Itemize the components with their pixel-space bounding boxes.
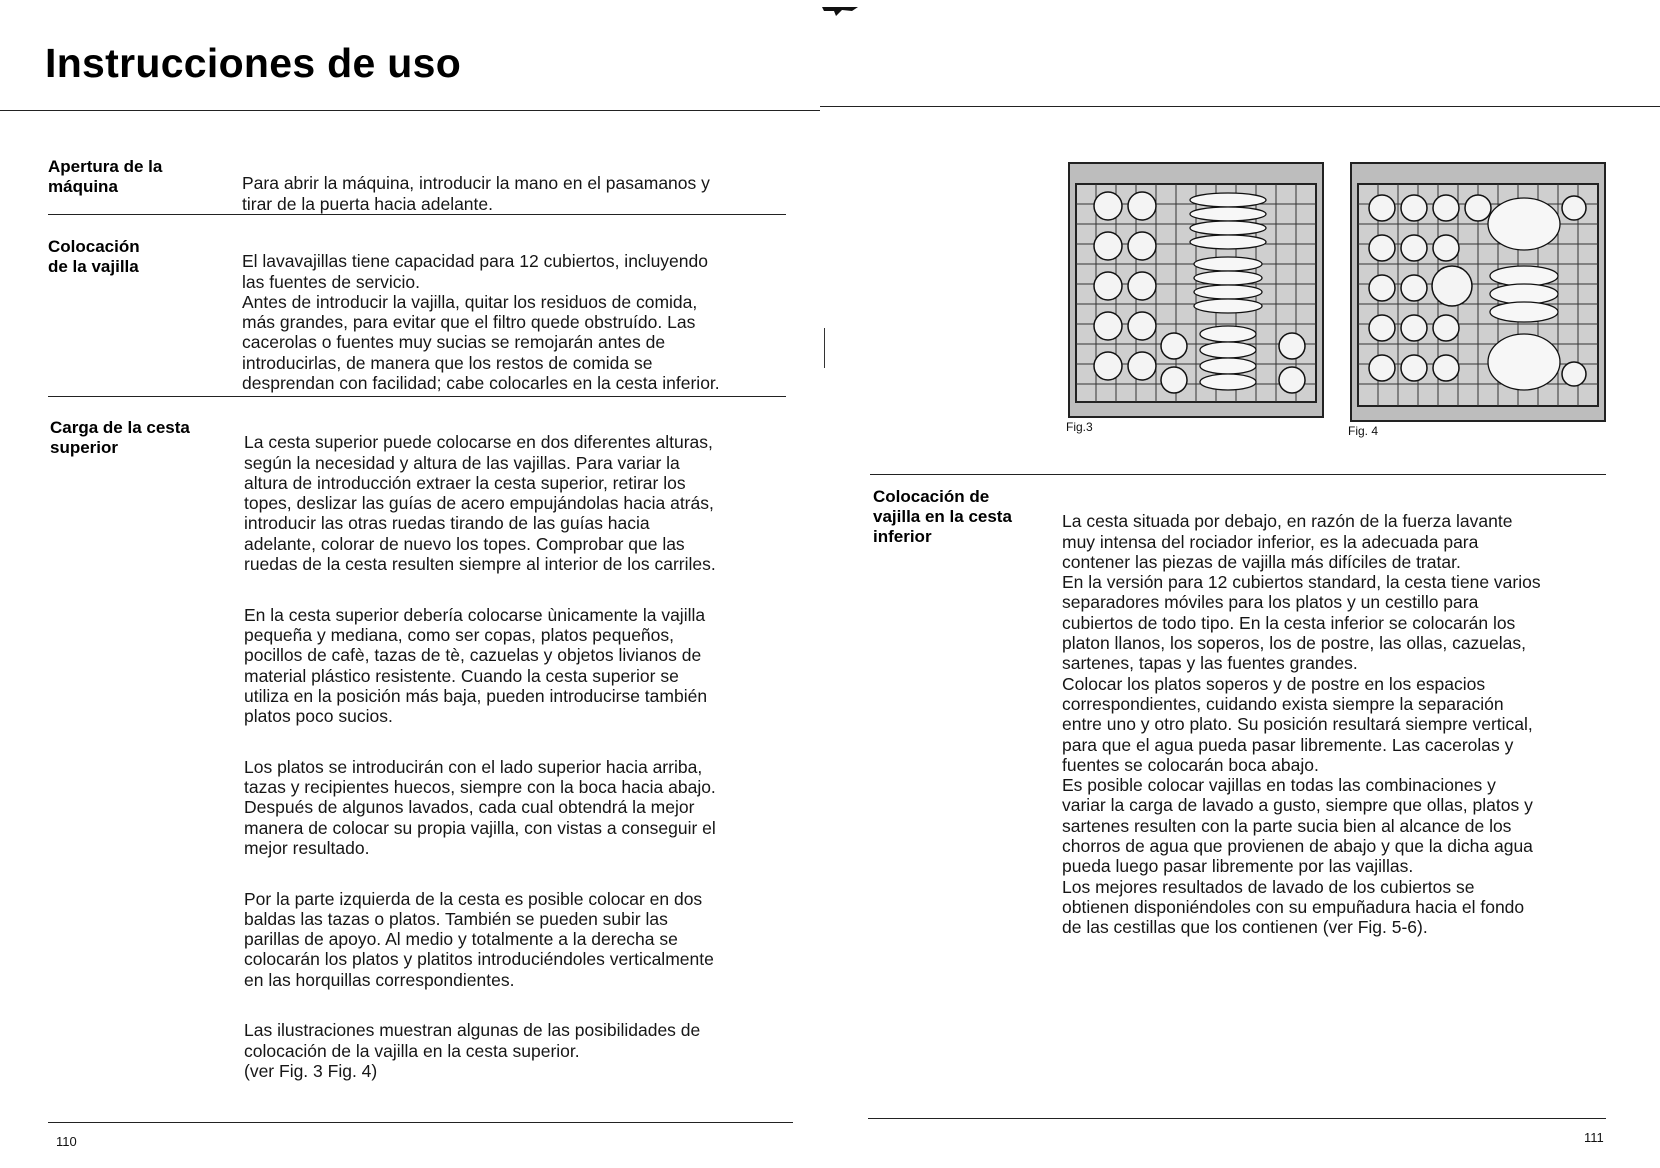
page-number-left: 110 [56,1134,77,1149]
figure-4 [1350,162,1606,422]
dish-rack-figure-3-illustration [1070,164,1322,416]
paragraph: Los platos se introducirán con el lado superior hacia arriba, tazas y recipientes huecos, siempre con la boca hacia abajo. Después de algunos lavados, cada cual obtendrá la mejor manera de colocar su propia vajilla, con vistas a conseguir el mejor resultado. [244,756,716,858]
section-heading-apertura: Apertura de la máquina [48,157,163,196]
header-rule-right [820,106,1660,107]
header-rule-left [0,110,820,111]
figure-3 [1068,162,1324,418]
section-divider [48,214,786,215]
paragraph: Por la parte izquierda de la cesta es posible colocar en dos baldas las tazas o platos. También se pueden subir las parillas de apoyo. Al medio y totalmente a la derecha se colocarán los platos y platitos introduciéndoles verticalmente en las horquillas correspondientes. [244,888,714,990]
page-divider [824,328,825,368]
section-body-carga-superior [244,412,804,1112]
figure-4-caption: Fig. 4 [1348,424,1379,438]
section-divider [48,396,786,397]
paragraph: La cesta superior puede colocarse en dos diferentes alturas, según la necesidad y altura de las vajillas. Para variar la altura de introducción extraer la cesta superior, retirar los topes, deslizar las guías de acero empujándolas hacia atrás, introducir las otras ruedas tirando de las guías hacia adelante, colorar de nuevo los topes. Comprobar que las ruedas de la cesta resulten siempre al interior de los carriles. [244,432,716,575]
figure-3-caption: Fig.3 [1066,420,1093,434]
section-body-colocacion [242,231,802,424]
section-heading-carga-inferior: Colocación de vajilla en la cesta inferior [873,487,1012,546]
binding-mark [820,4,860,22]
paragraph: Para abrir la máquina, introducir la mano en el pasamanos y tirar de la puerta hacia adelante. [242,173,710,214]
section-divider [870,474,1606,475]
paragraph: Las ilustraciones muestran algunas de las posibilidades de colocación de la vajilla en la cesta superior. (ver Fig. 3 Fig. 4) [244,1020,701,1081]
paragraph: En la cesta superior debería colocarse ùnicamente la vajilla pequeña y mediana, como ser copas, platos pequeños, pocillos de cafè, tazas de tè, cazuelas y objetos livianos de material plástico resistente. Cuando la cesta superior se utiliza en la posición más baja, pueden introducirse también platos poco sucios. [244,604,708,727]
footer-rule-left [48,1122,793,1123]
footer-rule-right [868,1118,1606,1119]
paragraph: El lavavajillas tiene capacidad para 12 cubiertos, incluyendo las fuentes de servicio. Antes de introducir la vajilla, quitar los residuos de comida, más grandes, para evitar que el filtro quede obstruído. Las cacerolas o fuentes muy sucias se remojarán antes de introducirlas, de manera que los restos de comida se desprendan con facilidad; cabe colocarles en la cesta inferior. [242,251,720,394]
page-title: Instrucciones de uso [45,40,462,86]
page-number-right: 111 [1584,1130,1604,1145]
dish-rack-figure-4-illustration [1352,164,1604,420]
paragraph: La cesta situada por debajo, en razón de la fuerza lavante muy intensa del rociador inferior, es la adecuada para contener las piezas de vajilla más difíciles de tratar. En la versión para 12 cubiertos standard, la cesta tiene varios separadores móviles para los platos y un cestillo para cubiertos de todo tipo. En la cesta inferior se colocarán los platon llanos, los soperos, los de postre, las ollas, cazuelas, sartenes, tapas y las fuentes grandes. Colocar los platos soperos y de postre en los espacios correspondientes, cuidando exista siempre la separación entre uno y otro plato. Su posición resultará siempre vertical, para que el agua pueda pasar libremente. Las cacerolas y fuentes se colocarán boca abajo. Es posible colocar vajillas en todas las combinaciones y variar la carga de lavado a gusto, siempre que ollas, platos y sartenes resulten con la parte sucia bien al alcance de los chorros de agua que provienen de abajo y que la dicha agua pueda luego pasar libremente por las vajillas. Los mejores resultados de lavado de los cubiertos se obtienen disponiéndoles con su empuñadura hacia el fondo de las cestillas que los contienen (ver Fig. 5-6). [1062,511,1541,938]
section-body-carga-inferior [1062,491,1632,968]
section-heading-carga-superior: Carga de la cesta superior [50,418,190,457]
section-heading-colocacion: Colocación de la vajilla [48,237,140,276]
